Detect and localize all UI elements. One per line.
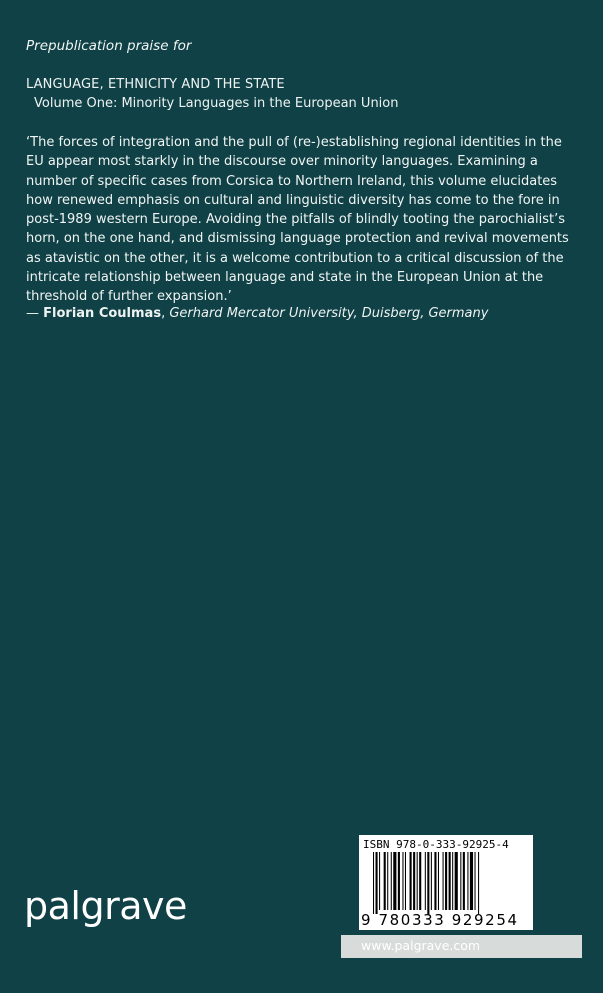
barcode-bar (470, 852, 473, 910)
barcode-bar (379, 852, 380, 910)
barcode-bar (452, 852, 453, 910)
volume-title: Volume One: Minority Languages in the European Union (34, 96, 399, 111)
quote-attribution (26, 306, 586, 321)
isbn-barcode (359, 835, 533, 930)
website-url[interactable]: www.palgrave.com (361, 938, 481, 953)
barcode-bar (475, 852, 476, 910)
publisher-logo: palgrave (24, 884, 187, 928)
quote-line: horn, on the one hand, and dismissing language protection and revival movements (26, 231, 569, 247)
barcode-bar (391, 852, 392, 910)
barcode-bar (410, 852, 412, 910)
barcode-bar (427, 852, 429, 914)
barcode-bar (434, 852, 436, 910)
series-title: LANGUAGE, ETHNICITY AND THE STATE (26, 77, 285, 92)
reviewer-affiliation: Gerhard Mercator University, Duisberg, Germany (169, 306, 489, 321)
barcode-bar (460, 852, 461, 910)
barcode-bar (413, 852, 415, 910)
quote-line: ‘The forces of integration and the pull of (re-)establishing regional identities in the (26, 135, 562, 150)
barcode-bars (373, 852, 525, 914)
website-strip (341, 935, 582, 958)
praise-quote (26, 133, 581, 307)
barcode-bar (376, 852, 378, 914)
attribution-separator: , (161, 306, 170, 321)
barcode-bar (455, 852, 458, 910)
barcode-bar (431, 852, 432, 910)
barcode-bar (449, 852, 451, 910)
barcode-bar (467, 852, 468, 910)
barcode-bar (402, 852, 403, 910)
quote-line: number of specific cases from Corsica to Northern Ireland, this volume elucidates (26, 173, 558, 189)
barcode-bar (417, 852, 418, 910)
barcode-digits: 9 780333 929254 (361, 911, 519, 929)
barcode-bar (425, 852, 426, 910)
barcode-bar (463, 852, 465, 910)
barcode-bar (373, 852, 374, 914)
reviewer-name: Florian Coulmas (43, 306, 162, 321)
barcode-bar (405, 852, 406, 910)
praise-heading: Prepublication praise for (26, 38, 192, 54)
barcode-bar (478, 852, 479, 914)
barcode-bar (445, 852, 447, 910)
quote-line: as atavistic on the other, it is a welcome contribution to a critical discussion of the (26, 250, 564, 266)
barcode-bar (384, 852, 386, 910)
barcode-bar (438, 852, 439, 910)
barcode-bar (387, 852, 388, 910)
barcode-bar (393, 852, 396, 910)
quote-line: EU appear most starkly in the discourse over minority languages. Examining a (26, 154, 538, 170)
isbn-label: ISBN 978-0-333-92925-4 (363, 838, 509, 851)
attribution-dash: — (26, 306, 44, 321)
quote-line: post-1989 western Europe. Avoiding the pitfalls of blindly tooting the parochialist’s (26, 212, 565, 228)
quote-line: threshold of further expansion.’ (26, 289, 232, 305)
barcode-bar (419, 852, 421, 910)
quote-line: intricate relationship between language and state in the European Union at the (26, 270, 544, 286)
barcode-bar (398, 852, 400, 910)
quote-line: how renewed emphasis on cultural and linguistic diversity has come to the fore in (26, 192, 560, 208)
barcode-bar (443, 852, 444, 910)
